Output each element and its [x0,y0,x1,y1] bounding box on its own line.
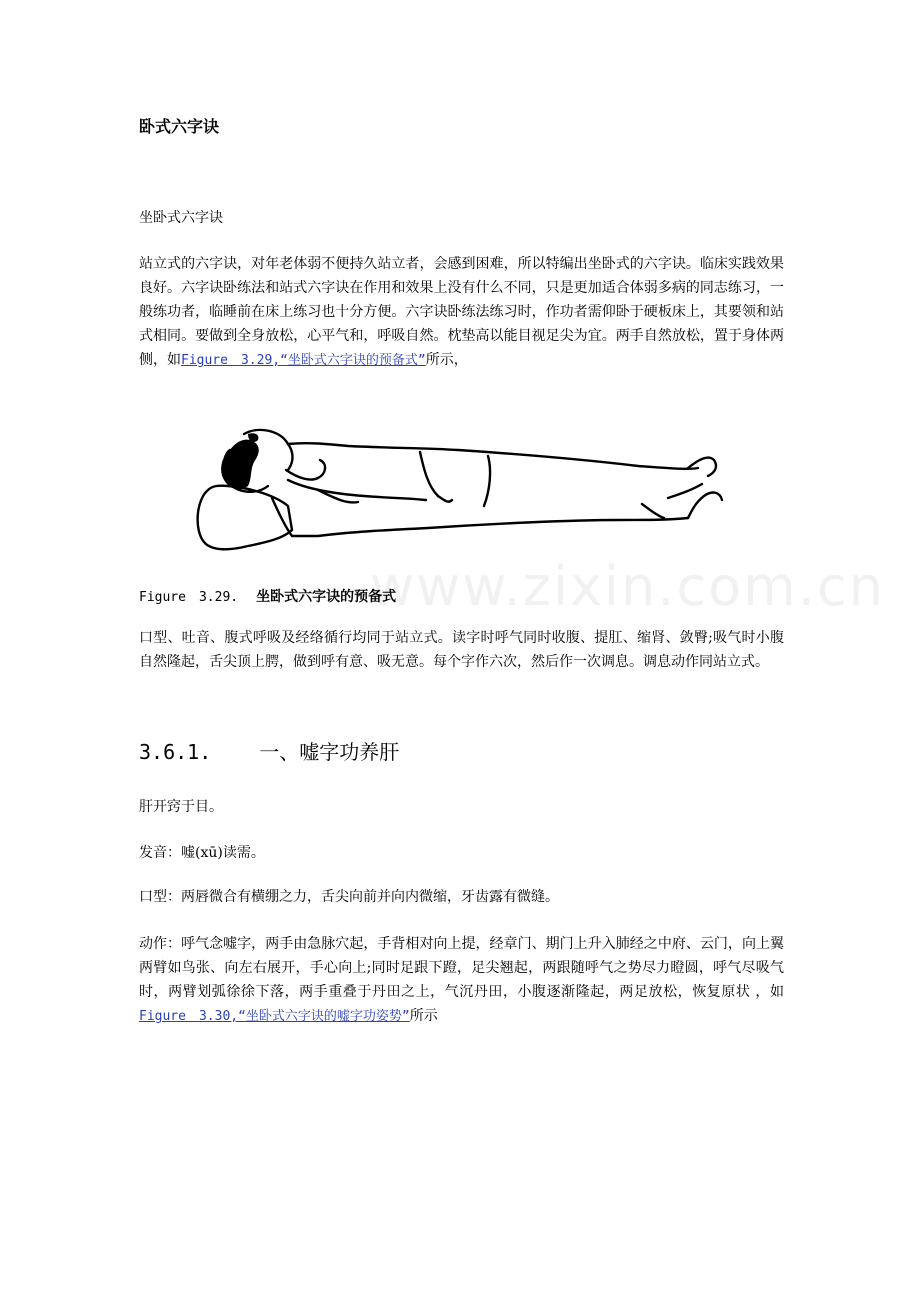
section-heading [139,736,399,765]
pronunciation-line: 发音：嘘(xū)读需。 [139,845,265,861]
intro-paragraph [139,252,784,373]
action-text: 动作：呼气念嘘字，两手由急脉穴起，手背相对向上提，经章门、期门上升入肺经之中府、云门，向上翼两臂如鸟张、向左右展开，手心向上;同时足跟下蹬，足尖翘起，两跟随呼气之势尽力瞪圆，呼气尽吸气时，两臂划弧徐徐下落，两手重叠于丹田之上，气沉丹田，小腹逐渐隆起，两足放松，恢复原状 ，如 [139,936,784,1000]
intro-tail: 所示， [425,352,468,368]
figure-3-30-link[interactable]: Figure 3.30,“坐卧式六字诀的嘘字功姿势” [139,1009,410,1024]
breathing-paragraph: 口型、吐音、腹式呼吸及经络循行均同于站立式。读字时呼气同时收腹、提肛、缩肾、敛臀;吸气时小腹自然隆起，舌尖顶上腭，做到呼有意、吸无意。每个字作六次，然后作一次调息。调息动作同站立式。 [139,630,784,670]
figure-lying-posture-image [188,420,733,560]
figure-3-29-link[interactable]: Figure 3.29,“坐卧式六字诀的预备式” [181,353,426,368]
section-heading-text: 一、嘘字功养肝 [259,740,400,764]
figure-caption [139,586,396,606]
mouth-shape-line: 口型：两唇微合有横绷之力，舌尖向前并向内微缩，牙齿露有微缝。 [139,889,559,905]
figure-caption-text: 坐卧式六字诀的预备式 [256,589,397,605]
action-tail: 所示 [409,1008,438,1024]
section-subtitle: 坐卧式六字诀 [139,210,223,226]
intro-text: 站立式的六字诀，对年老体弱不便持久站立者，会感到困难，所以特编出坐卧式的六字诀。临床实践效果良好。六字诀卧练法和站式六字诀在作用和效果上没有什么不同，只是更加适合体弱多病的同志练习，一般练功者，临睡前在床上练习也十分方便。六字诀卧练法练习时，作功者需仰卧于硬板床上，其要领和站式相同。要做到全身放松，心平气和，呼吸自然。枕垫高以能目视足尖为宜。两手自然放松，置于身体两侧，如 [139,256,784,368]
liver-line: 肝开窍于目。 [139,799,223,815]
figure-caption-number: Figure 3.29. [139,590,239,605]
action-paragraph [139,932,784,1029]
watermark: www.zixin.com.cn [370,555,885,618]
page-title: 卧式六字诀 [139,117,220,136]
section-number: 3.6.1. [139,740,212,764]
